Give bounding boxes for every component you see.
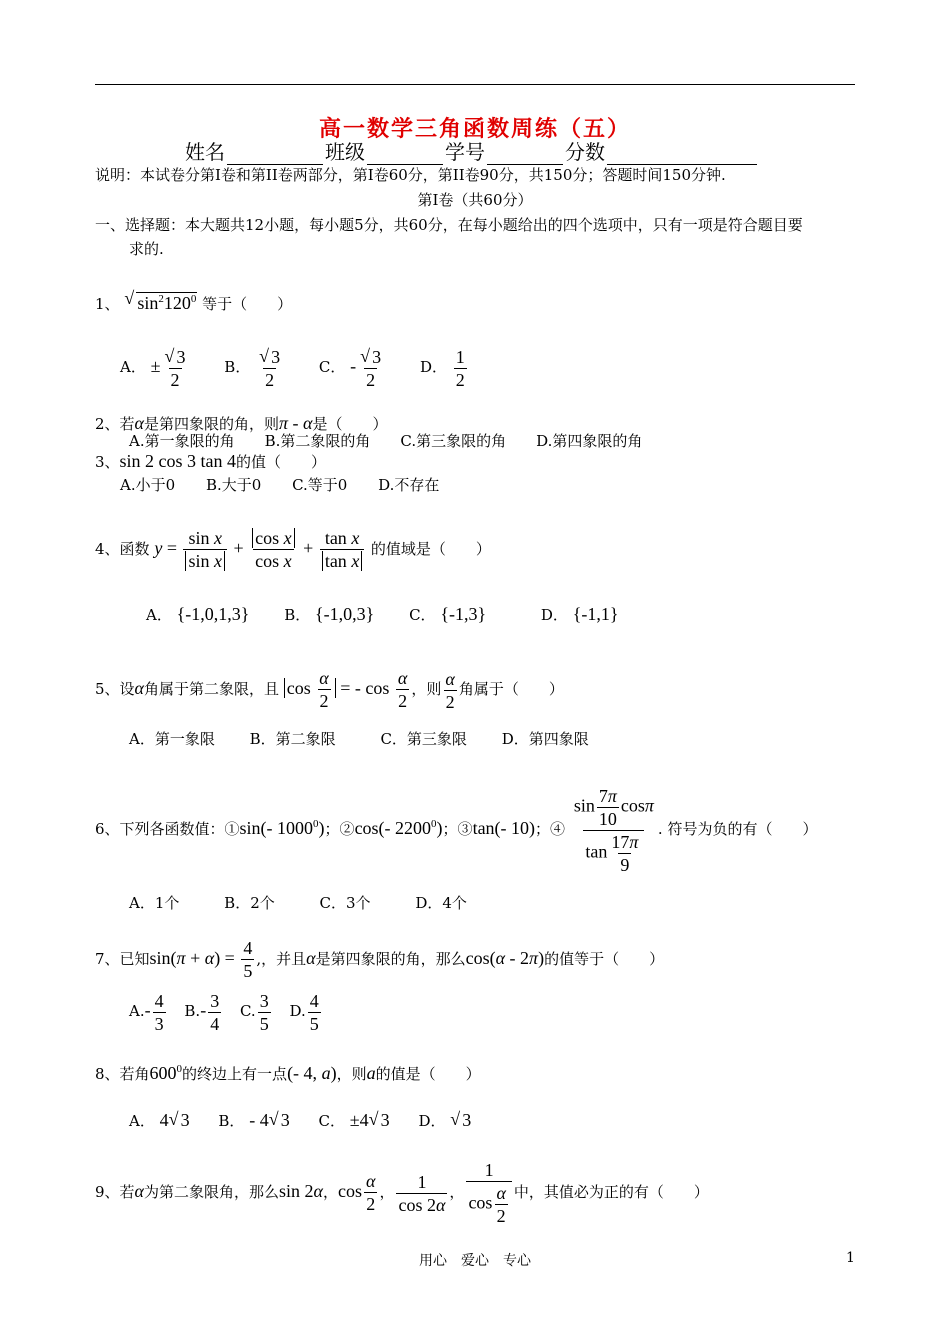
q9-expr-4: 1 cos $\frac{\alpha}{2}$ [466,1159,511,1227]
q8-option-a: A． 4√ 3 [129,1112,190,1130]
q1-stem: 等于（ ） [202,295,293,313]
q5-option-d: D．第四象限 [501,730,589,748]
q8-options [129,1108,471,1133]
q4-option-b: B． {-1,0,3} [284,604,375,624]
q7-expr-1: sin(π + α) = $\frac{4}{5}$ [149,938,253,982]
q1-option-d: D． $\frac{1}{2}$ [419,346,465,390]
q8-expr-2: (- 4, a) [287,1063,337,1083]
q6-option-b: B．2个 [224,894,275,912]
q3-option-a: A.小于0 [120,476,176,494]
q1-number: 1、 [95,295,120,313]
q7-options [129,986,323,1035]
q3-options [120,476,439,494]
q4-option-d: D． {-1,1} [540,604,619,624]
q1-option-a: A． ± √ $\frac{3}{2}$ [120,342,190,391]
score-blank [607,144,757,165]
q4-expression: y = $\frac{\text{sin x}}{\text{sin x}}$ + $\frac{\text{cos x}}{\text{cos x}}$ + $\frac{\text{tan x}}{\text{tan x}}$ [154,538,370,558]
q7-option-a: A.- $\frac{4}{3}$ [129,990,164,1034]
q5-options [129,730,589,748]
question-2: 2、若α是第四象限的角，则π - α是（ ） [95,413,388,433]
q5-option-a: A．第一象限 [129,730,215,748]
name-blank [227,144,323,165]
q4-options [146,602,618,627]
question-9: 9、若α为第二象限角，那么sin 2α，cos $\frac{\alpha}{2}$ ， $\frac{1}{\cos 2\alpha}$ ， 1 cos $\frac{\alpha}{2}$ 中，其值必为正的有（ ） [95,1160,709,1226]
header-rule [95,84,855,85]
q8-option-b: B． - 4√ 3 [218,1112,289,1130]
id-label: 学号 [445,140,485,164]
q3-option-b: B.大于0 [205,476,262,494]
q8-option-c: C． ±4√ 3 [319,1112,390,1130]
q7-option-c: C. $\frac{3}{5}$ [239,990,269,1034]
q8-expr-1: $600^0$ [149,1063,183,1083]
section-instructions: 一、选择题：本大题共12小题，每小题5分，共60分，在每小题给出的四个选项中，只有一项是符合题目要 [95,216,803,234]
id-blank [487,144,563,165]
page-title: 高一数学三角函数周练（五） [318,117,631,142]
q6-expr-2: cos(- 2200$^0$) [354,818,443,838]
page-number: 1 [846,1250,855,1266]
q3-expression: sin 2 cos 3 tan 4 [119,451,237,471]
class-label: 班级 [325,140,365,164]
question-5: 5、设α角属于第二象限，且 cos $\frac{\alpha}{2}$ = - cos $\frac{\alpha}{2}$ ，则 $\frac{\alpha}{2}$ 角属于（ ） [95,668,564,712]
q4-option-c: C． {-1,3} [409,604,487,624]
score-label: 分数 [565,140,605,164]
q3-option-d: D.不存在 [378,476,440,494]
q2-options: A.第一象限的角 B.第二象限的角 C.第三象限的角 D.第四象限的角 [129,432,643,450]
q5-option-b: B．第二象限 [249,730,336,748]
question-4: 4、函数 y = $\frac{\text{sin x}}{\text{sin x}}$ + $\frac{\text{cos x}}{\text{cos x}}$ + $\frac{\text{tan x}}{\text{tan x}}$ 的值域是（ ） [95,528,491,572]
q7-option-b: B.- $\frac{3}{4}$ [184,990,220,1034]
q9-expr-2: cos $\frac{\alpha}{2}$ [338,1171,376,1215]
footer-motto: 用心 爱心 专心 [419,1253,531,1269]
q1-expression: √ $\sin^2120^0$ [124,293,197,313]
q3-option-c: C.等于0 [292,476,348,494]
q6-expr-4: sin $\frac{7\pi}{10}$ cosπ tan $\frac{17\pi}{9}$ [573,785,654,875]
question-8: 8、若角$600^0$的终边上有一点(- 4, a)，则a的值是（ ） [95,1063,481,1083]
part-one-heading: 第Ⅰ卷（共60分） [417,191,533,209]
section-instructions-cont: 求的. [129,240,164,258]
q6-option-d: D．4个 [415,894,467,912]
q5-option-c: C．第三象限 [380,730,467,748]
q7-expr-2: cos(α - 2π) [465,948,545,968]
q5-expression: cos $\frac{\alpha}{2}$ = - cos $\frac{\alpha}{2}$ [284,678,412,698]
instructions-note: 说明：本试卷分第Ⅰ卷和第II卷两部分，第Ⅰ卷60分，第II卷90分，共150分；答题时间150分钟. [95,166,726,184]
q1-option-b: B． √ $\frac{3}{2}$ [224,343,284,391]
q4-option-a: A． {-1,0,1,3} [146,604,250,624]
q9-expr-3: $\frac{1}{\cos 2\alpha}$ [398,1171,446,1215]
question-1 [95,290,292,313]
q8-option-d: D． √ 3 [418,1112,471,1130]
question-7: 7、已知sin(π + α) = $\frac{4}{5}$ ,，并且α是第四象限的角，那么cos(α - 2π)的值等于（ ） [95,938,665,982]
q6-expr-3: tan(- 10) [472,818,536,838]
question-3: 3、sin 2 cos 3 tan 4的值（ ） [95,451,327,471]
student-info-line [185,136,759,165]
q6-option-c: C．3个 [319,894,371,912]
q9-expr-1: sin 2α [279,1181,323,1201]
q6-option-a: A．1个 [129,894,180,912]
question-6: 6、下列各函数值：①sin(- 1000$^0$)；②cos(- 2200$^0$)；③tan(- 10)；④ sin $\frac{7\pi}{10}$ cosπ tan $\frac{17\pi}{9}$ . 符号为负的有（ ） [95,785,818,875]
q6-options [129,894,467,912]
q1-options [120,342,469,391]
q7-option-d: D. $\frac{4}{5}$ [289,990,319,1034]
name-label: 姓名 [185,140,225,164]
q6-expr-1: sin(- 1000$^0$) [239,818,325,838]
q1-option-c: C． - √ $\frac{3}{2}$ [319,342,385,391]
class-blank [367,144,443,165]
